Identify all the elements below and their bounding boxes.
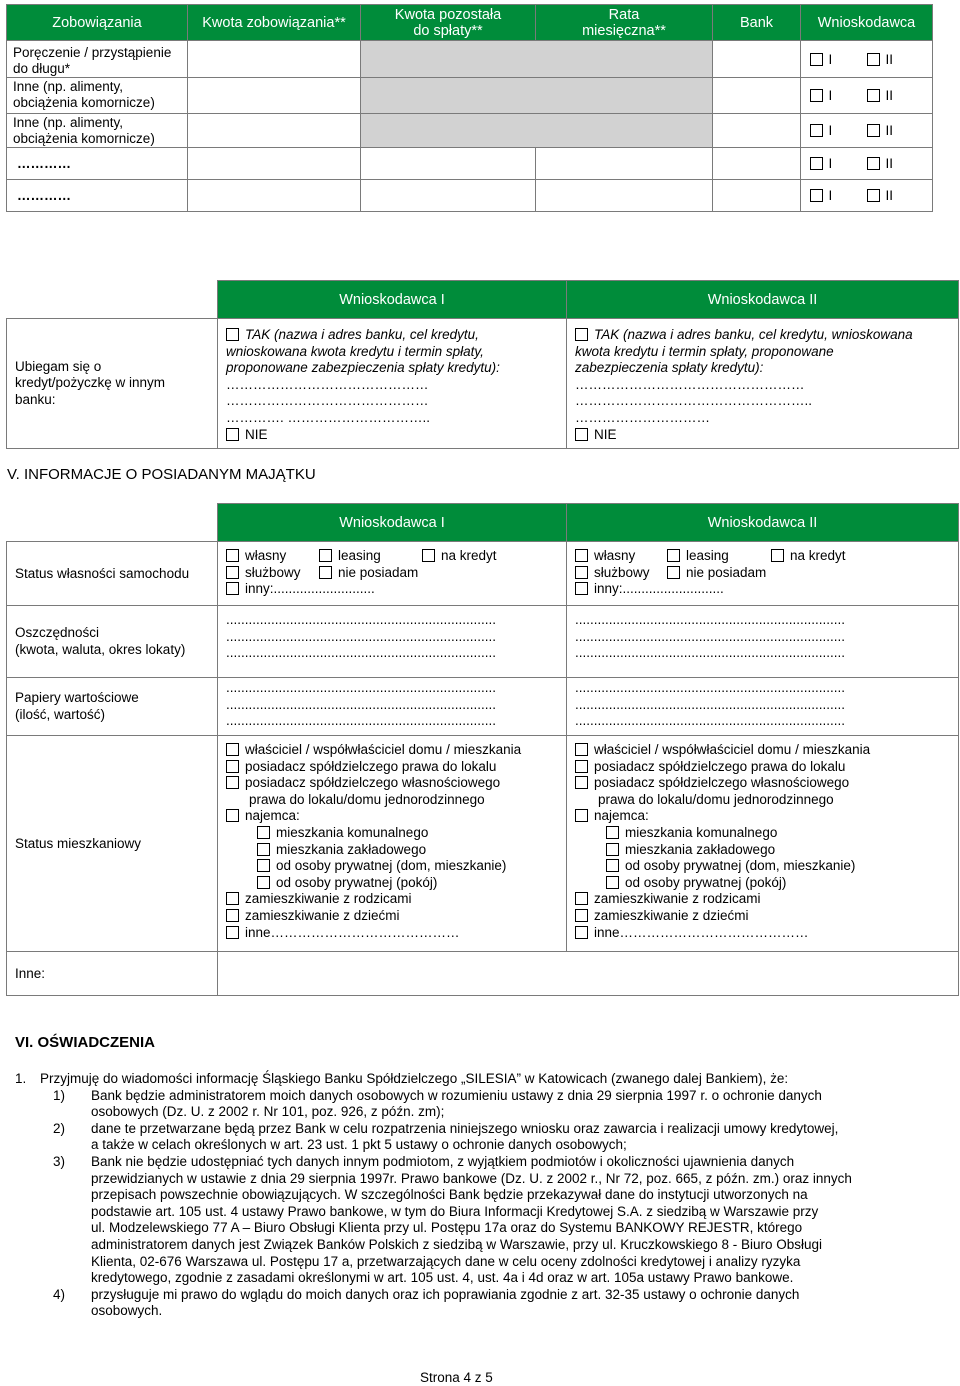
checkbox-applicant-i[interactable] (810, 89, 823, 102)
checkbox-nie[interactable] (575, 428, 588, 441)
label-i: I (828, 123, 833, 138)
header-amount: Kwota zobowiązania** (188, 5, 361, 41)
tenant-label: najemca: (594, 808, 649, 824)
item-number: 1. (15, 1071, 27, 1086)
checkbox-other[interactable] (575, 582, 588, 595)
checkbox-municipal[interactable] (257, 826, 270, 839)
checkbox-other-housing[interactable] (226, 926, 239, 939)
obligations-table (6, 4, 933, 212)
parents-label: zamieszkiwanie z rodzicami (245, 891, 412, 907)
other-housing-label[interactable]: inne…………………………………… (594, 924, 809, 940)
dots: ........................................................................ (575, 628, 846, 644)
cell-remaining-disabled (361, 41, 713, 78)
dots[interactable]: …………………………………………… (575, 376, 805, 392)
cell-bank[interactable] (713, 114, 801, 148)
checkbox-private[interactable] (606, 859, 619, 872)
dots: ........................................................................ (575, 680, 846, 695)
municipal-label: mieszkania komunalnego (625, 824, 778, 840)
checkbox-none[interactable] (319, 566, 332, 579)
coop-own-label: posiadacz spółdzielczego własnościowego (594, 775, 850, 791)
checkbox-room[interactable] (257, 876, 270, 889)
company-flat-label: mieszkania zakładowego (625, 841, 776, 857)
row-label-other: Inne (np. alimenty, obciążenia komornicze) (7, 78, 188, 114)
statement-line: kredytowego, zgodnie z zasadami określonymi w art. 105 ust. 4, ust. 4a i 4d oraz w art. 105a ustawy Prawo bankowe. (91, 1270, 794, 1286)
dots: ........................................................................ (226, 696, 497, 712)
housing-status-label: Status mieszkaniowy (7, 736, 218, 952)
other-label[interactable]: inny:........................... (245, 581, 375, 597)
checkbox-own[interactable] (575, 549, 588, 562)
room-label: od osoby prywatnej (pokój) (276, 874, 438, 890)
label-i: I (828, 188, 833, 203)
applicant-choice (801, 78, 933, 114)
label-ii: II (885, 51, 894, 67)
cell-amount[interactable] (188, 180, 361, 212)
dots: ........................................................................ (226, 612, 497, 627)
municipal-label: mieszkania komunalnego (276, 824, 429, 840)
cell-bank[interactable] (713, 180, 801, 212)
credit-label: na kredyt (441, 548, 497, 563)
cell-remaining[interactable] (361, 180, 536, 212)
applicant-ii-savings[interactable] (567, 606, 959, 678)
applicant-ii-housing (567, 736, 959, 952)
applicant-choice (801, 41, 933, 78)
cell-installment[interactable] (536, 180, 713, 212)
dots: ........................................................................ (226, 628, 497, 644)
securities-label-line: Papiery wartościowe (15, 689, 139, 705)
statements (15, 1071, 915, 1320)
dots: ........................................................................ (575, 696, 846, 712)
statement-line: przysługuje mi prawo do wglądu do moich danych oraz ich poprawiania zgodnie z art. 32-35 ustawy o ochronie danych (91, 1286, 800, 1302)
page-number: Strona 4 z 5 (420, 1370, 493, 1385)
header-obligations: Zobowiązania (7, 5, 188, 41)
cell-remaining[interactable] (361, 148, 536, 180)
coop-right-label: posiadacz spółdzielczego prawa do lokalu (245, 758, 497, 774)
statement-line: przewidzianych w ustawie z dnia 29 sierpnia 1997r. Prawo bankowe (Dz. U. z 2002 r., Nr 72, poz. 665, z późn. zm.) oraz innych (91, 1170, 852, 1186)
label-ii: II (885, 156, 894, 171)
tak-label: TAK (nazwa i adres banku, cel kredytu, (245, 327, 479, 342)
leasing-label: leasing (338, 548, 381, 563)
checkbox-applicant-i[interactable] (810, 189, 823, 202)
savings-label (7, 606, 218, 678)
checkbox-none[interactable] (667, 566, 680, 579)
children-label: zamieszkiwanie z dziećmi (594, 907, 749, 923)
sub-number: 1) (53, 1087, 66, 1103)
checkbox-coop-own[interactable] (226, 776, 239, 789)
checkbox-nie[interactable] (226, 428, 239, 441)
applicant-i-car (218, 542, 567, 606)
row-label-blank: ………… (7, 148, 188, 180)
header-installment: Rata miesięczna** (536, 5, 713, 41)
room-label: od osoby prywatnej (pokój) (625, 874, 787, 890)
applicant-ii-car (567, 542, 959, 606)
nie-label: NIE (245, 426, 268, 442)
statement-line: a także w celach określonych w art. 23 ust. 1 pkt 5 ustawy o ochronie danych osobowych; (91, 1137, 627, 1153)
checkbox-company[interactable] (575, 566, 588, 579)
none-label: nie posiadam (686, 564, 767, 580)
checkbox-credit[interactable] (422, 549, 435, 562)
statement-line: Bank będzie administratorem moich danych osobowych w rozumieniu ustawy z dnia 29 sierpnia 1997 r. o ochronie danych (91, 1087, 822, 1103)
assets-table (6, 503, 959, 996)
sub-number: 4) (53, 1286, 66, 1302)
children-label: zamieszkiwanie z dziećmi (245, 907, 400, 923)
company-label: służbowy (594, 564, 650, 580)
company-label: służbowy (245, 564, 301, 580)
coop-right-label: posiadacz spółdzielczego prawa do lokalu (594, 758, 846, 774)
checkbox-applicant-i[interactable] (810, 157, 823, 170)
dots: ........................................................................ (575, 713, 846, 729)
dots[interactable]: ……………………………………… (226, 376, 429, 392)
checkbox-tenant[interactable] (226, 809, 239, 822)
label-i: I (828, 156, 833, 171)
checkbox-municipal[interactable] (606, 826, 619, 839)
checkbox-company-flat[interactable] (606, 843, 619, 856)
checkbox-children[interactable] (575, 909, 588, 922)
statement-line: przepisach powszechnie obowiązujących. W szczególności Bank będzie przekazywał dane do instytucji utworzonych na (91, 1187, 808, 1203)
coop-own-label-2: prawa do lokalu/domu jednorodzinnego (598, 791, 834, 807)
statement-line: administratorem danych jest Związek Banków Polskich z siedzibą w Warszawie, przy ul. Kruczkowskiego 8 - Biuro Obsługi (91, 1236, 823, 1252)
owner-label: właściciel / współwłaściciel domu / mieszkania (594, 742, 871, 757)
question-other-bank: Ubiegam się o kredyt/pożyczkę w innym banku: (7, 319, 218, 449)
cell-amount[interactable] (188, 78, 361, 114)
dots[interactable]: …………………………………………….. (575, 393, 813, 409)
checkbox-applicant-ii[interactable] (867, 189, 880, 202)
label-ii: II (885, 123, 894, 138)
checkbox-applicant-i[interactable] (810, 124, 823, 137)
statement-line: ul. Modzelewskiego 77 A – Biuro Obsługi Klienta przy ul. Postępu 17a oraz do Systemu BANKOWY REJESTR, którego (91, 1220, 803, 1236)
dots: ........................................................................ (575, 612, 846, 627)
statement-line: Klienta, 02-676 Warszawa ul. Postępu 17 a, przetwarzających dane w celu oceny zdolności kredytowej i analizy ryzyka (91, 1253, 801, 1269)
dots: ........................................................................ (575, 645, 846, 661)
checkbox-coop-own[interactable] (575, 776, 588, 789)
checkbox-owner[interactable] (575, 743, 588, 756)
other-assets-field[interactable] (218, 952, 959, 996)
statement-intro: Przyjmuję do wiadomości informację Śląskiego Banku Spółdzielczego „SILESIA” w Katowicach (zwanego dalej Bankiem), że: (40, 1071, 789, 1086)
statement-line: Bank nie będzie udostępniać tych danych innym podmiotom, z wyjątkiem podmiotów i okoliczności ujawnienia danych (91, 1153, 795, 1169)
savings-label-line: Oszczędności (15, 624, 100, 640)
header-applicant: Wnioskodawca (801, 5, 933, 41)
company-flat-label: mieszkania zakładowego (276, 841, 427, 857)
sub-number: 3) (53, 1153, 66, 1169)
applicant-choice (801, 180, 933, 212)
cell-amount[interactable] (188, 41, 361, 78)
statement-line: dane te przetwarzane będą przez Bank w celu rozpatrzenia niniejszego wniosku oraz zawarcia i realizacji umowy kredytowej, (91, 1120, 839, 1136)
checkbox-applicant-ii[interactable] (867, 157, 880, 170)
cell-bank[interactable] (713, 41, 801, 78)
tak-text: zabezpieczenia spłaty kredytu): (575, 360, 764, 376)
checkbox-own[interactable] (226, 549, 239, 562)
credit-label: na kredyt (790, 548, 846, 563)
nie-label: NIE (594, 426, 617, 442)
checkbox-children[interactable] (226, 909, 239, 922)
checkbox-private[interactable] (257, 859, 270, 872)
checkbox-applicant-ii[interactable] (867, 53, 880, 66)
header-applicant-ii: Wnioskodawca II (567, 281, 959, 319)
private-label: od osoby prywatnej (dom, mieszkanie) (625, 858, 856, 874)
cell-remaining-disabled (361, 78, 713, 114)
dots: ........................................................................ (226, 680, 497, 695)
tak-text: wnioskowana kwota kredytu i termin spłaty, (226, 343, 484, 359)
header-applicant-i: Wnioskodawca I (218, 504, 567, 542)
checkbox-credit[interactable] (771, 549, 784, 562)
empty-corner (7, 281, 218, 319)
label-ii: II (885, 88, 894, 103)
checkbox-room[interactable] (606, 876, 619, 889)
statement-line: podstawie art. 105 ust. 4 ustawy Prawo bankowe, w tym do Biura Informacji Kredytowej S.A. z siedzibą w Warszawie przy (91, 1203, 819, 1219)
tak-label: TAK (nazwa i adres banku, cel kredytu, wnioskowana (594, 327, 913, 342)
other-assets-label: Inne: (7, 952, 218, 996)
savings-label-line: (kwota, waluta, okres lokaty) (15, 641, 186, 657)
statement-line: osobowych. (91, 1303, 163, 1319)
securities-label (7, 678, 218, 736)
own-label: własny (245, 548, 287, 563)
coop-own-label-2: prawa do lokalu/domu jednorodzinnego (249, 791, 485, 807)
applicant-i-other-bank (218, 319, 567, 449)
checkbox-parents[interactable] (226, 892, 239, 905)
section-v-title: V. INFORMACJE O POSIADANYM MAJĄTKU (7, 466, 316, 483)
statement-line: osobowych (Dz. U. z 2002 r. Nr 101, poz. 926, z późn. zm); (91, 1104, 445, 1120)
dots[interactable]: …………. ………………………….. (226, 409, 431, 425)
coop-own-label: posiadacz spółdzielczego własnościowego (245, 775, 501, 791)
dots: ........................................................................ (226, 713, 497, 729)
row-label-other: Inne (np. alimenty, obciążenia komornicze) (7, 114, 188, 148)
dots[interactable]: ………………………… (575, 409, 710, 425)
label-i: I (828, 88, 833, 103)
none-label: nie posiadam (338, 564, 419, 580)
checkbox-applicant-i[interactable] (810, 53, 823, 66)
cell-installment[interactable] (536, 148, 713, 180)
other-housing-label[interactable]: inne…………………………………… (245, 924, 460, 940)
tak-text: proponowane zabezpieczenia spłaty kredytu): (226, 360, 500, 376)
label-ii: II (885, 188, 894, 203)
tenant-label: najemca: (245, 808, 300, 824)
checkbox-applicant-ii[interactable] (867, 124, 880, 137)
dots: ........................................................................ (226, 645, 497, 661)
checkbox-company[interactable] (226, 566, 239, 579)
checkbox-coop-right[interactable] (575, 760, 588, 773)
row-label-guarantee: Poręczenie / przystąpienie do długu* (7, 41, 188, 78)
checkbox-leasing[interactable] (667, 549, 680, 562)
header-bank: Bank (713, 5, 801, 41)
applicant-ii-securities[interactable] (567, 678, 959, 736)
securities-label-line: (ilość, wartość) (15, 706, 106, 722)
own-label: własny (594, 548, 636, 563)
label-i: I (828, 51, 833, 67)
empty-corner (7, 504, 218, 542)
checkbox-other-housing[interactable] (575, 926, 588, 939)
header-remaining: Kwota pozostała do spłaty** (361, 5, 536, 41)
applicant-i-housing (218, 736, 567, 952)
applicant-choice (801, 114, 933, 148)
row-label-blank: ………… (7, 180, 188, 212)
checkbox-leasing[interactable] (319, 549, 332, 562)
checkbox-other[interactable] (226, 582, 239, 595)
checkbox-parents[interactable] (575, 892, 588, 905)
checkbox-tenant[interactable] (575, 809, 588, 822)
applicant-i-securities[interactable] (218, 678, 567, 736)
applicant-ii-other-bank (567, 319, 959, 449)
private-label: od osoby prywatnej (dom, mieszkanie) (276, 858, 507, 874)
tak-text: kwota kredytu i termin spłaty, proponowane (575, 343, 834, 359)
car-status-label: Status własności samochodu (7, 542, 218, 606)
other-bank-table (6, 280, 959, 449)
cell-remaining-disabled (361, 114, 713, 148)
cell-bank[interactable] (713, 78, 801, 114)
checkbox-owner[interactable] (226, 743, 239, 756)
checkbox-coop-right[interactable] (226, 760, 239, 773)
applicant-choice (801, 148, 933, 180)
sub-number: 2) (53, 1120, 66, 1136)
cell-amount[interactable] (188, 114, 361, 148)
section-vi-title: VI. OŚWIADCZENIA (15, 1034, 156, 1051)
applicant-i-savings[interactable] (218, 606, 567, 678)
header-applicant-ii: Wnioskodawca II (567, 504, 959, 542)
checkbox-tak[interactable] (575, 328, 588, 341)
cell-amount[interactable] (188, 148, 361, 180)
checkbox-company-flat[interactable] (257, 843, 270, 856)
cell-bank[interactable] (713, 148, 801, 180)
other-label[interactable]: inny:........................... (594, 581, 724, 597)
leasing-label: leasing (686, 548, 729, 563)
header-applicant-i: Wnioskodawca I (218, 281, 567, 319)
owner-label: właściciel / współwłaściciel domu / mieszkania (245, 742, 522, 757)
checkbox-tak[interactable] (226, 328, 239, 341)
dots[interactable]: ……………………………………… (226, 393, 429, 409)
checkbox-applicant-ii[interactable] (867, 89, 880, 102)
parents-label: zamieszkiwanie z rodzicami (594, 891, 761, 907)
